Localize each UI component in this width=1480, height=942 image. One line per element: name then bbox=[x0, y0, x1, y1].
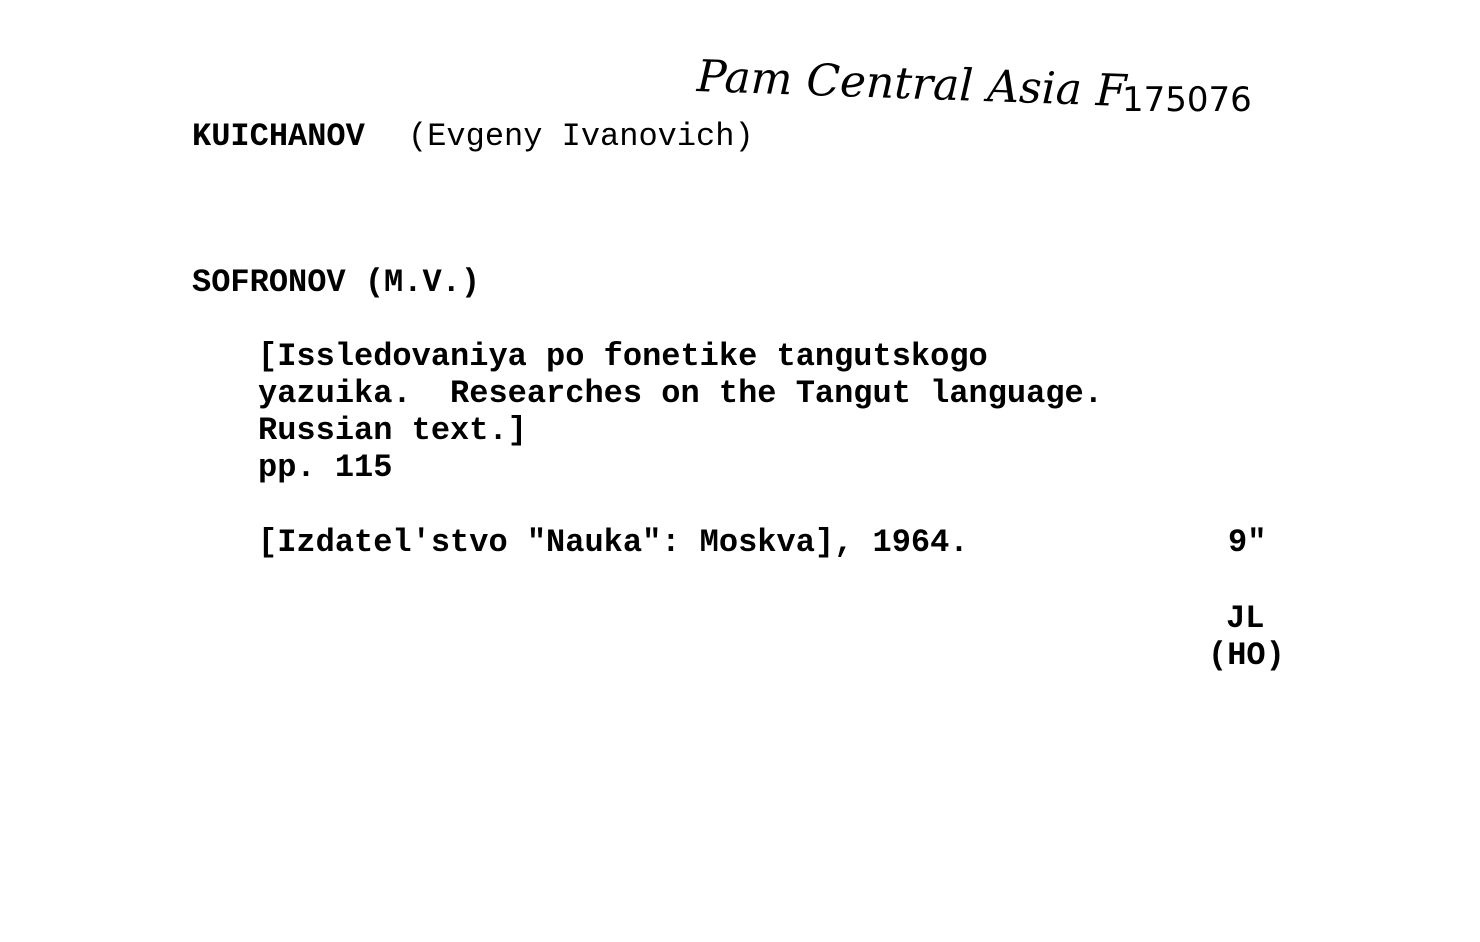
handwritten-shelfmark: Pam Central Asia F bbox=[696, 51, 1128, 117]
heading-name: KUICHANOV bbox=[192, 118, 365, 155]
location-code: (HO) bbox=[1208, 637, 1285, 674]
title-line-1: [Issledovaniya po fonetike tangutskogo bbox=[258, 338, 988, 375]
cataloguer-initials: JL bbox=[1226, 600, 1265, 637]
accession-number: 175076 bbox=[1122, 80, 1252, 120]
imprint: [Izdatel'stvo "Nauka": Moskva], 1964. bbox=[258, 524, 969, 561]
title-line-2: yazuika. Researches on the Tangut language. bbox=[258, 375, 1103, 412]
author-heading: SOFRONOV (M.V.) bbox=[192, 264, 481, 301]
size: 9" bbox=[1228, 524, 1267, 561]
title-line-3: Russian text.] bbox=[258, 412, 527, 449]
pagination: pp. 115 bbox=[258, 449, 393, 486]
heading-forenames: (Evgeny Ivanovich) bbox=[408, 118, 754, 155]
